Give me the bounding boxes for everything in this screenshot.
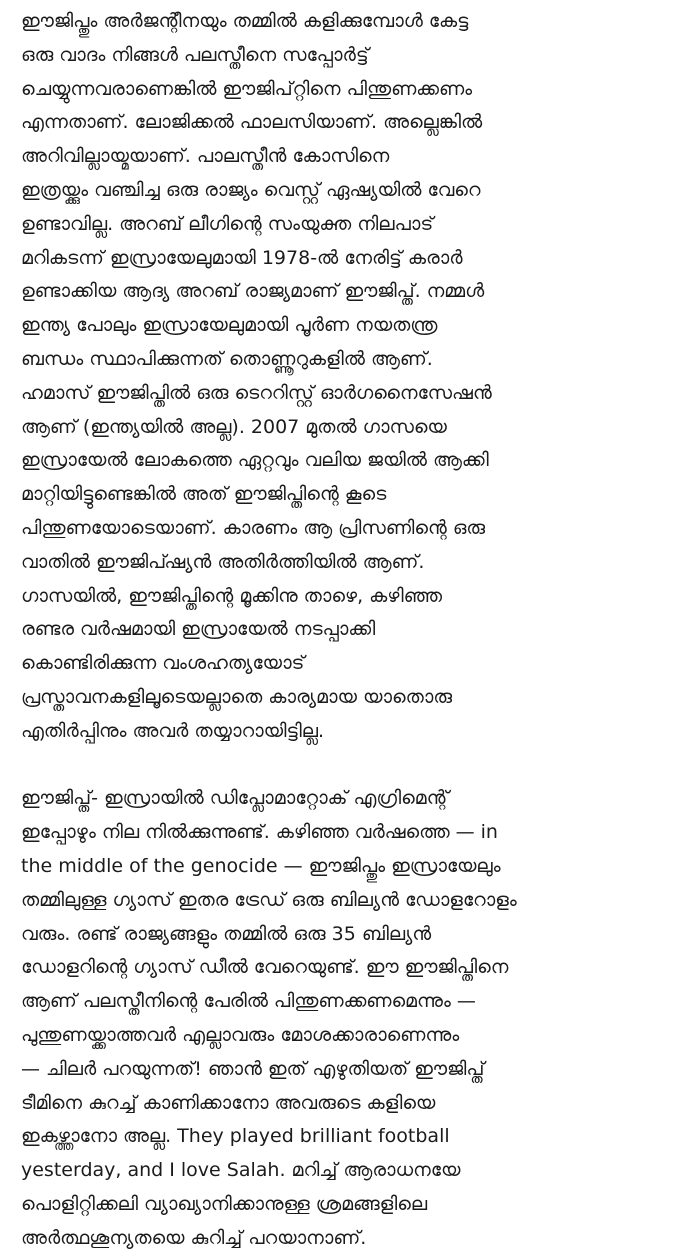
text-line: പ്രസ്താവനകളിലൂടെയല്ലാതെ കാര്യമായ യാതൊരു <box>21 685 453 708</box>
text-line: ഉണ്ടാക്കിയ ആദ്യ അറബ് രാജ്യമാണ് ഈജിപ്ത്. നമ്മൾ <box>21 280 485 303</box>
text-line: ഇത്രയ്ക്കും വഞ്ചിച്ച ഒരു രാജ്യം വെസ്റ്റ് ഏഷ്യയിൽ വേറെ <box>21 178 481 201</box>
text-line: എതിർപ്പിനും അവർ തയ്യാറായിട്ടില്ല. <box>21 719 324 742</box>
text-line: ഗാസയിൽ, ഈജിപ്തിന്റെ മൂക്കിനു താഴെ, കഴിഞ്ഞ <box>21 584 443 607</box>
text-line: ഉണ്ടാവില്ല. അറബ് ലീഗിന്റെ സംയുക്ത നിലപാട് <box>21 212 434 235</box>
text-line: ഇന്ത്യ പോലും ഇസ്രായേലുമായി പൂർണ നയതന്ത്ര <box>21 314 438 337</box>
text-line: രണ്ടര വർഷമായി ഇസ്രായേൽ നടപ്പാക്കി <box>21 618 376 641</box>
text-line: ആണ് പലസ്തീനിന്റെ പേരിൽ പിന്തുണക്കണമെന്നും — <box>21 990 476 1013</box>
text-line: ഇകഴ്ത്താനോ അല്ല. They played brilliant football <box>21 1125 450 1148</box>
text-line: ഈജിപ്തും അർജന്റീനയും തമ്മിൽ കളിക്കുമ്പോൾ കേട്ട <box>21 10 469 32</box>
text-line: yesterday, and I love Salah. മറിച്ച് ആരാധനയേ <box>21 1159 461 1182</box>
text-line: ഇസ്രായേൽ ലോകത്തെ ഏറ്റവും വലിയ ജയിൽ ആക്കി <box>21 449 489 472</box>
text-line: വാതിൽ ഈജിപ്ഷ്യൻ അതിർത്തിയിൽ ആണ്. <box>21 550 425 573</box>
text-line: അർത്ഥശൂന്യതയെ കുറിച്ച് പറയാനാണ്. <box>21 1226 367 1249</box>
text-line: ചെയ്യുന്നവരാണെങ്കിൽ ഈജിപ്റ്റിനെ പിന്തുണക്കണം <box>21 77 473 100</box>
text-line: the middle of the genocide — ഈജിപ്തും ഇസ്രായേലും <box>21 854 501 877</box>
text-line: വരും. രണ്ട് രാജ്യങ്ങളും തമ്മിൽ ഒരു 35 ബില്യൻ <box>21 922 432 945</box>
text-line: പൊളിറ്റിക്കലി വ്യാഖ്യാനിക്കാനുള്ള ശ്രമങ്ങളിലെ <box>21 1192 428 1215</box>
text-line: ഹമാസ് ഈജിപ്തിൽ ഒരു ടെററിസ്റ്റ് ഓർഗനൈസേഷൻ <box>21 381 492 404</box>
text-line: ടീമിനെ കുറച്ച് കാണിക്കാനോ അവരുടെ കളിയെ <box>21 1091 436 1114</box>
text-line: ഡോളറിന്റെ ഗ്യാസ് ഡീൽ വേറെയുണ്ട്. ഈ ഈജിപ്തിനെ <box>21 956 509 979</box>
text-line: മറികടന്ന് ഇസ്രായേലുമായി 1978-ൽ നേരിട്ട് കരാർ <box>21 246 463 269</box>
text-line: — ചിലർ പറയുന്നത്! ഞാൻ ഇത് എഴുതിയത് ഈജിപ്ത് <box>21 1057 485 1080</box>
paragraph-2 <box>21 782 657 1255</box>
text-line: ഒരു വാദം നിങ്ങൾ പലസ്തീനെ സപ്പോർട്ട് <box>21 43 369 66</box>
text-line: പുന്തുണയ്ക്കാത്തവർ എല്ലാവരും മോശക്കാരാണെന്നും <box>21 1023 460 1046</box>
text-line: ഇപ്പോഴും നില നിൽക്കുന്നുണ്ട്. കഴിഞ്ഞ വർഷത്തെ — in <box>21 821 498 844</box>
text-line: ആണ് (ഇന്ത്യയിൽ അല്ല). 2007 മുതൽ ഗാസയെ <box>21 415 447 438</box>
text-line: പിന്തുണയോടെയാണ്. കാരണം ആ പ്രിസണിന്റെ ഒരു <box>21 516 486 539</box>
paragraph-1 <box>21 5 657 749</box>
text-line: കൊണ്ടിരിക്കുന്ന വംശഹത്യയോട് <box>21 652 305 675</box>
paragraph-spacer <box>21 749 657 783</box>
text-line: അറിവില്ലായ്മയാണ്. പാലസ്തീൻ കോസിനെ <box>21 145 390 168</box>
text-line: ഈജിപ്ത്- ഇസ്രായിൽ ഡിപ്ലോമാറ്റോക് എഗ്രിമെന്റ് <box>21 787 449 810</box>
text-line: തമ്മിലുള്ള ഗ്യാസ് ഇതര ട്രേഡ് ഒരു ബില്യൻ ഡോളറോളം <box>21 888 517 911</box>
text-line: ബന്ധം സ്ഥാപിക്കുന്നത് തൊണ്ണൂറുകളിൽ ആണ്. <box>21 347 433 370</box>
text-line: മാറ്റിയിട്ടുണ്ടെങ്കിൽ അത് ഈജിപ്തിന്റെ കൂടെ <box>21 483 387 506</box>
text-line: എന്നതാണ്. ലോജിക്കൽ ഫാലസിയാണ്. അല്ലെങ്കിൽ <box>21 111 483 134</box>
